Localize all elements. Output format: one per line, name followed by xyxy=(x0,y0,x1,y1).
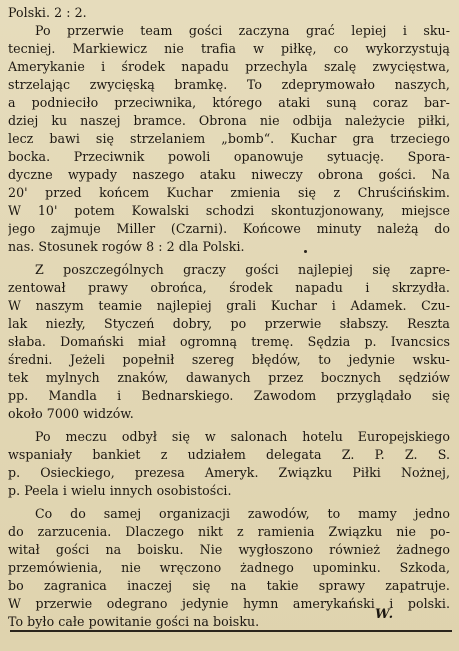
text-line: tek mylnych znaków, dawanych przez bocznych sędziów xyxy=(8,370,450,385)
text-line: przemówienia, nie wręczono żadnego upominku. Szkoda, xyxy=(8,560,450,575)
text-line: bo zagranica inaczej się na takie sprawy zapatruje. xyxy=(8,578,450,593)
print-speck xyxy=(304,250,307,253)
text-line: p. Osieckiego, prezesa Ameryk. Związku Piłki Nożnej, xyxy=(8,465,450,480)
text-line: tecniej. Markiewicz nie trafia w piłkę, co wykorzystują xyxy=(8,41,450,56)
cropped-bottom-line xyxy=(40,641,452,651)
text-line: dyczne wypady naszego ataku niweczy obrona gości. Na xyxy=(8,167,450,182)
author-signature: W. xyxy=(375,607,395,622)
text-line: W naszym teamie najlepiej grali Kuchar i Adamek. Czu- xyxy=(8,298,450,313)
text-line: słaba. Domański miał ogromną tremę. Sędzia p. Ivancsics xyxy=(8,334,450,349)
text-line: wspaniały bankiet z udziałem delegata Z. P. Z. S. xyxy=(8,447,450,462)
text-line: jego zajmuje Miller (Czarni). Końcowe minuty należą do xyxy=(8,221,450,236)
text-line: zentował prawy obrońca, środek napadu i skrzydła. xyxy=(8,280,450,295)
text-line: średni. Jeżeli popełnił szereg błędów, to jedynie wsku- xyxy=(8,352,450,367)
text-line: Amerykanie i środek napadu przechyla szalę zwycięstwa, xyxy=(8,59,450,74)
text-line: a podnieciło przeciwnika, którego ataki suną coraz bar- xyxy=(8,95,450,110)
text-line: pp. Mandla i Bednarskiego. Zawodom przyglądało się xyxy=(8,388,450,403)
text-line: bocka. Przeciwnik powoli opanowuje sytuację. Spora- xyxy=(8,149,450,164)
text-line: lecz bawi się strzelaniem „bomb“. Kuchar gra trzeciego xyxy=(8,131,450,146)
text-line: Co do samej organizacji zawodów, to mamy jedno xyxy=(35,506,450,521)
text-line: do zarzucenia. Dlaczego nikt z ramienia Związku nie po- xyxy=(8,524,450,539)
text-line: nas. Stosunek rogów 8 : 2 dla Polski. xyxy=(8,239,245,254)
column-rule xyxy=(10,630,452,632)
text-line: witał gości na boisku. Nie wygłoszono również żadnego xyxy=(8,542,450,557)
text-line: około 7000 widzów. xyxy=(8,406,134,421)
text-line: Polski. 2 : 2. xyxy=(8,5,87,20)
text-line: Z poszczególnych graczy gości najlepiej się zapre- xyxy=(35,262,450,277)
text-line: Po meczu odbył się w salonach hotelu Europejskiego xyxy=(35,429,450,444)
text-line: To było całe powitanie gości na boisku. xyxy=(8,614,260,629)
text-line: W przerwie odegrano jedynie hymn amerykański i polski. xyxy=(8,596,450,611)
text-line: lak niezły, Styczeń dobry, po przerwie słabszy. Reszta xyxy=(8,316,450,331)
text-line: p. Peela i wielu innych osobistości. xyxy=(8,483,232,498)
text-line: Po przerwie team gości zaczyna grać lepiej i sku- xyxy=(35,23,450,38)
article-body xyxy=(8,4,450,631)
text-line: dziej ku naszej bramce. Obrona nie odbija należycie piłki, xyxy=(8,113,450,128)
text-line: W 10' potem Kowalski schodzi skontuzjonowany, miejsce xyxy=(8,203,450,218)
text-line: strzelając zwycięską bramkę. To zdeprymowało naszych, xyxy=(8,77,450,92)
text-line: 20' przed końcem Kuchar zmienia się z Chruścińskim. xyxy=(8,185,450,200)
